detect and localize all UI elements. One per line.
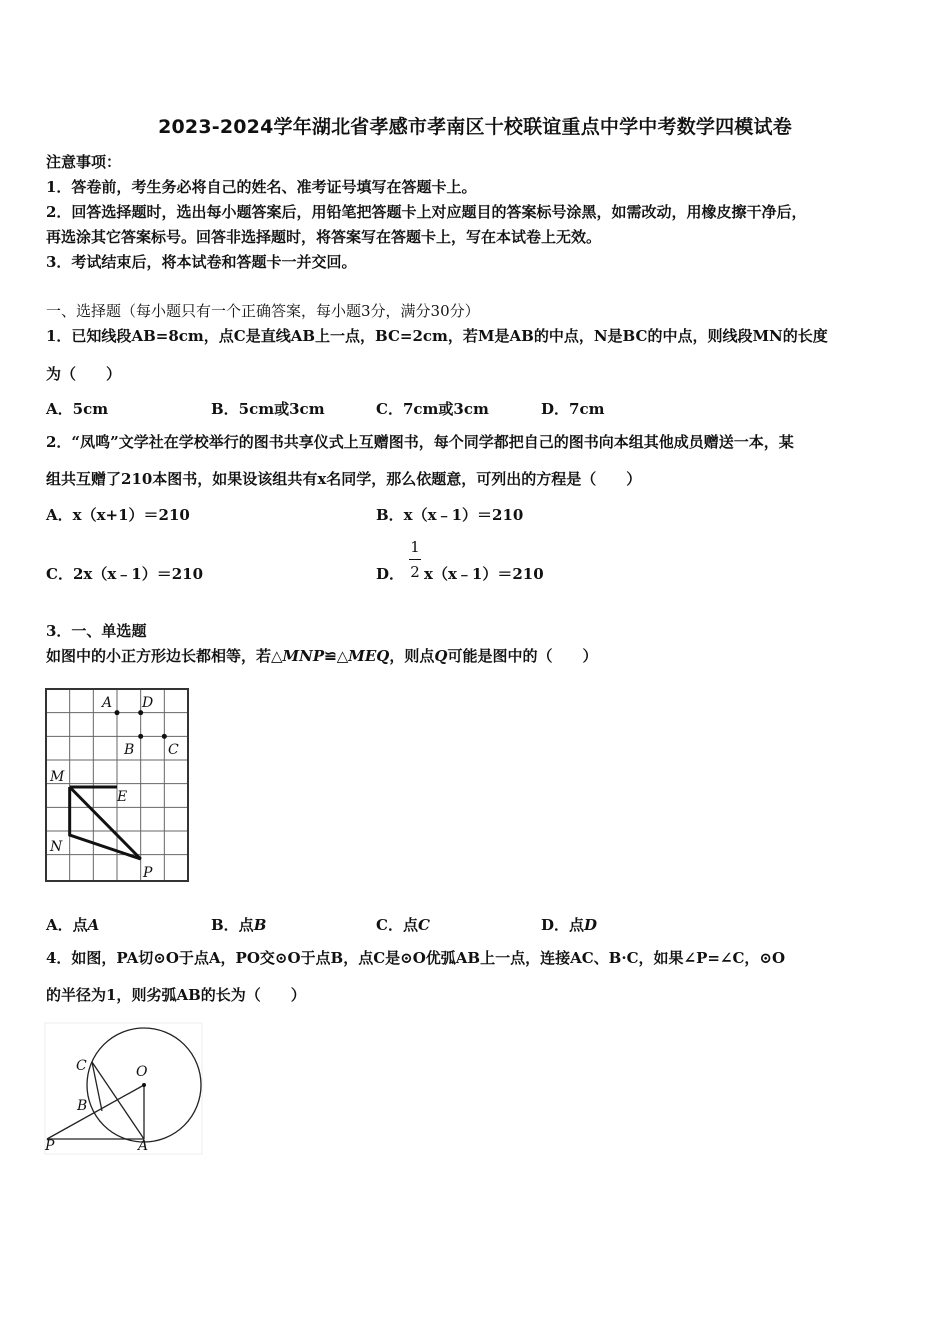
q3-option-c [376,914,430,935]
label-b: B [77,1098,88,1114]
q3-stem-mid: ，则点 [389,647,435,665]
notice-item-2: 2．回答选择题时，选出每小题答案后，用铅笔把答题卡上对应题目的答案标号涂黑，如需改动，用橡皮擦干净后， [46,203,807,221]
label-o: O [136,1064,148,1080]
q3-stem-congruent: ≌△ [324,647,349,665]
section-heading: 一、选择题（每小题只有一个正确答案，每小题3分，满分30分） [46,302,480,320]
point-o [142,1083,146,1087]
label-p: P [45,1138,55,1154]
q3-stem-q: Q [434,647,448,665]
notice-heading: 注意事项： [46,153,122,171]
q3-grid-figure [44,687,192,887]
q3-option-b [211,914,266,935]
notice-item-3: 3．考试结束后，将本试卷和答题卡一并交回。 [46,253,357,271]
label-d: D [142,695,154,711]
q3-stem-prefix: 如图中的小正方形边长都相等，若△ [46,647,283,665]
q3-stem-mnp: MNP [282,647,325,665]
q2-stem: 2．“凤鸣”文学社在学校举行的图书共享仪式上互赠图书，每个同学都把自己的图书向本组其他成员赠送一本，某 [46,433,794,451]
page-title: 2023-2024学年湖北省孝感市孝南区十校联谊重点中学中考数学四模试卷 [158,116,792,138]
point-b [138,734,143,739]
q4-stem-cont: 的半径为1，则劣弧AB的长为（ ） [46,986,306,1004]
q3-option-a [46,914,99,935]
q1-option-b: B．5cm或3cm [211,400,325,418]
q2-option-b: B．x（x﹣1）＝210 [376,506,524,524]
label-m: M [50,769,65,785]
q3-option-c-point: C [417,916,430,934]
notice-item-1: 1．答卷前，考生务必将自己的姓名、准考证号填写在答题卡上。 [46,178,477,196]
notice-item-2-cont: 再选涂其它答案标号。回答非选择题时，将答案写在答题卡上，写在本试卷上无效。 [46,228,602,246]
q3-option-b-point: B [253,916,267,934]
point-c [162,734,167,739]
q3-option-a-prefix: A．点 [46,916,88,934]
q2-option-d-denominator: 2 [410,563,420,581]
q2-option-d-numerator: 1 [410,538,420,556]
q3-stem-meq: MEQ [348,647,390,665]
q2-option-a: A．x（x+1）＝210 [46,506,190,524]
q3-option-c-prefix: C．点 [376,916,418,934]
q2-option-d-fraction-bar [409,559,421,560]
label-c: C [76,1058,87,1074]
q1-stem-cont: 为（ ） [46,365,122,383]
q3-stem [46,647,597,665]
figure-lines [47,1062,144,1139]
q3-heading: 3．一、单选题 [46,622,147,640]
figure-frame [45,1023,202,1154]
q2-option-d-label: D． [376,565,405,583]
q1-option-c: C．7cm或3cm [376,400,489,418]
q3-option-d [541,914,597,935]
q3-option-a-point: A [87,916,100,934]
q2-option-c: C．2x（x﹣1）＝210 [46,565,204,583]
label-p: P [143,865,153,881]
point-a [115,710,120,715]
q2-stem-cont: 组共互赠了210本图书，如果设该组共有x名同学，那么依题意，可列出的方程是（ ） [46,470,642,488]
q3-option-d-prefix: D．点 [541,916,585,934]
q1-option-a: A．5cm [46,400,109,418]
q3-stem-suffix: 可能是图中的（ ） [447,647,598,665]
segment-po [47,1085,144,1139]
triangle-mnp [70,787,141,859]
label-n: N [50,839,63,855]
label-a: A [138,1138,149,1154]
q3-option-b-prefix: B．点 [211,916,254,934]
q2-option-d-expression: x（x﹣1）＝210 [424,565,544,583]
label-b: B [124,742,135,758]
label-c: C [168,742,179,758]
label-e: E [117,789,128,805]
q1-stem: 1．已知线段AB=8cm，点C是直线AB上一点，BC=2cm，若M是AB的中点，N是BC的中点，则线段MN的长度 [46,327,828,345]
q4-stem: 4．如图，PA切⊙O于点A，PO交⊙O于点B，点C是⊙O优弧AB上一点，连接AC、B·C，如果∠P=∠C，⊙O [46,949,786,967]
q3-option-d-point: D [584,916,598,934]
label-a: A [102,695,113,711]
q1-option-d: D．7cm [541,400,605,418]
q4-circle-figure [44,1022,206,1158]
